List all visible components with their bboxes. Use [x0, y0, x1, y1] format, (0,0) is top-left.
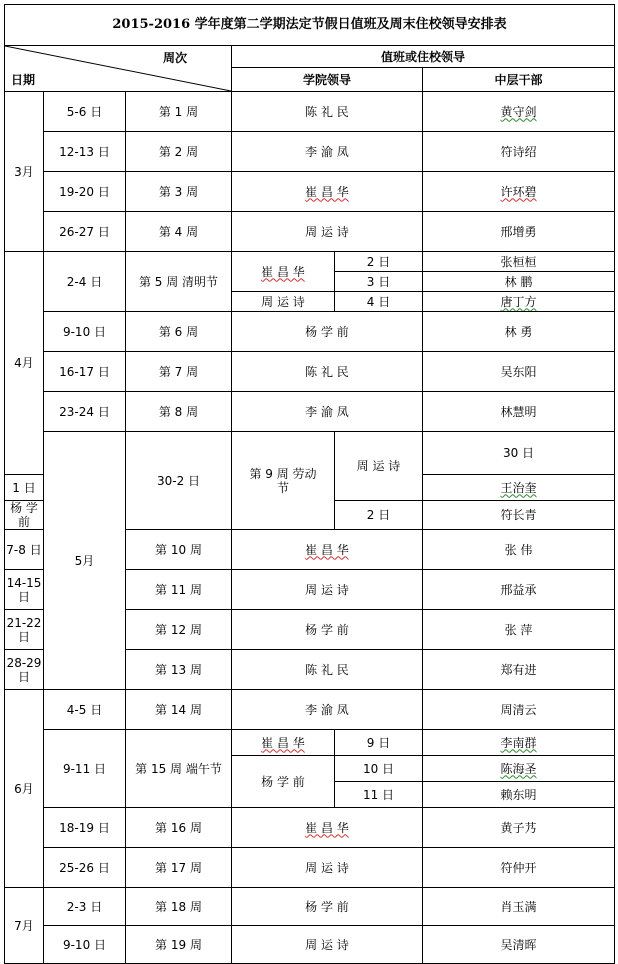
cadre-cell: 林 鹏 [423, 272, 615, 292]
week-cell: 第 10 周 [126, 530, 232, 570]
leader-cell: 杨 学 前 [232, 610, 423, 650]
month-cell: 3月 [5, 92, 44, 252]
table-row [5, 690, 615, 730]
table-row [5, 252, 615, 272]
table-row [5, 808, 615, 848]
table-row [5, 848, 615, 888]
day-cell: 9 日 [335, 730, 423, 756]
leader-cell: 李 渝 凤 [232, 132, 423, 172]
college-leader-header: 学院领导 [232, 68, 423, 92]
cadre-cell: 周清云 [423, 690, 615, 730]
leader-cell: 杨 学 前 [232, 312, 423, 352]
cadre-cell: 符仲开 [423, 848, 615, 888]
day-cell: 3 日 [335, 272, 423, 292]
cadre-cell: 黄子艿 [423, 808, 615, 848]
date-cell: 2-3 日 [44, 888, 126, 926]
date-header: 日期 [11, 73, 36, 87]
leader-cell [232, 172, 423, 212]
table-row [5, 132, 615, 172]
week-cell: 第 8 周 [126, 392, 232, 432]
cadre-name: 王治奎 [500, 480, 537, 495]
table-title: 2015-2016 学年度第二学期法定节假日值班及周末住校领导安排表 [5, 5, 615, 46]
table-row [5, 212, 615, 252]
leader-cell [232, 730, 335, 756]
date-cell: 12-13 日 [44, 132, 126, 172]
leader-cell: 杨 学 前 [232, 888, 423, 926]
date-cell: 7-8 日 [5, 530, 44, 570]
week-cell: 第 18 周 [126, 888, 232, 926]
date-cell: 9-10 日 [44, 926, 126, 964]
cadre-cell [423, 92, 615, 132]
corner-header-cell [5, 46, 232, 92]
week-cell: 第 2 周 [126, 132, 232, 172]
week-cell: 第 9 周 劳动节 [232, 432, 335, 530]
duty-schedule-table [4, 4, 615, 964]
week-cell: 第 1 周 [126, 92, 232, 132]
leader-name: 崔 昌 华 [261, 735, 305, 750]
leader-name: 崔 昌 华 [305, 184, 349, 199]
cadre-cell [423, 756, 615, 782]
cadre-name: 唐丁方 [500, 294, 537, 309]
cadre-cell: 吴东阳 [423, 352, 615, 392]
table-row [5, 730, 615, 756]
middle-cadre-header: 中层干部 [423, 68, 615, 92]
month-cell: 4月 [5, 252, 44, 475]
leader-cell [232, 808, 423, 848]
day-cell: 1 日 [5, 475, 44, 501]
date-cell: 25-26 日 [44, 848, 126, 888]
date-cell: 5-6 日 [44, 92, 126, 132]
month-cell: 6月 [5, 690, 44, 888]
leader-cell: 周 运 诗 [232, 212, 423, 252]
cadre-name: 许环碧 [500, 184, 537, 199]
schedule-page [4, 4, 614, 964]
leader-cell: 陈 礼 民 [232, 92, 423, 132]
date-cell: 19-20 日 [44, 172, 126, 212]
day-cell: 10 日 [335, 756, 423, 782]
date-cell: 28-29 日 [5, 650, 44, 690]
date-cell: 9-11 日 [44, 730, 126, 808]
cadre-cell: 张桓桓 [423, 252, 615, 272]
week-cell: 第 17 周 [126, 848, 232, 888]
date-cell: 2-4 日 [44, 252, 126, 312]
cadre-cell: 邢增勇 [423, 212, 615, 252]
date-cell: 21-22 日 [5, 610, 44, 650]
table-row [5, 352, 615, 392]
date-cell: 23-24 日 [44, 392, 126, 432]
date-cell: 9-10 日 [44, 312, 126, 352]
cadre-cell: 符诗绍 [423, 132, 615, 172]
cadre-cell [423, 172, 615, 212]
week-cell: 第 14 周 [126, 690, 232, 730]
date-cell: 18-19 日 [44, 808, 126, 848]
leader-name: 崔 昌 华 [305, 820, 349, 835]
table-row [5, 92, 615, 132]
leader-cell: 周 运 诗 [232, 570, 423, 610]
cadre-cell: 张 伟 [423, 530, 615, 570]
leader-name: 崔 昌 华 [305, 542, 349, 557]
table-row [5, 392, 615, 432]
date-cell: 26-27 日 [44, 212, 126, 252]
date-cell: 16-17 日 [44, 352, 126, 392]
cadre-name: 黄守剑 [500, 104, 537, 119]
table-row [5, 172, 615, 212]
leader-cell: 周 运 诗 [232, 292, 335, 312]
leader-cell: 陈 礼 民 [232, 650, 423, 690]
diagonal-line [5, 46, 231, 91]
leader-cell: 杨 学 前 [232, 756, 335, 808]
table-row [5, 926, 615, 964]
cadre-cell [423, 292, 615, 312]
cadre-cell: 林慧明 [423, 392, 615, 432]
week-cell: 第 5 周 清明节 [126, 252, 232, 312]
week-cell: 第 4 周 [126, 212, 232, 252]
table-row [5, 432, 615, 475]
leader-cell: 陈 礼 民 [232, 352, 423, 392]
cadre-cell: 林 勇 [423, 312, 615, 352]
week-cell: 第 12 周 [126, 610, 232, 650]
duty-header: 值班或住校领导 [232, 46, 615, 68]
day-cell: 30 日 [423, 432, 615, 475]
cadre-cell: 肖玉满 [423, 888, 615, 926]
week-cell: 第 13 周 [126, 650, 232, 690]
cadre-cell: 赖东明 [423, 782, 615, 808]
month-cell: 5月 [44, 432, 126, 690]
day-cell: 4 日 [335, 292, 423, 312]
date-cell: 14-15 日 [5, 570, 44, 610]
week-cell: 第 11 周 [126, 570, 232, 610]
cadre-cell [423, 730, 615, 756]
leader-cell: 李 渝 凤 [232, 690, 423, 730]
date-cell: 30-2 日 [126, 432, 232, 530]
cadre-cell: 符长青 [423, 501, 615, 530]
week-cell: 第 3 周 [126, 172, 232, 212]
cadre-cell: 邢益承 [423, 570, 615, 610]
day-cell: 11 日 [335, 782, 423, 808]
leader-cell: 周 运 诗 [232, 926, 423, 964]
cadre-cell: 郑有进 [423, 650, 615, 690]
table-row [5, 312, 615, 352]
day-cell: 2 日 [335, 252, 423, 272]
leader-cell [232, 530, 423, 570]
day-cell: 2 日 [335, 501, 423, 530]
month-cell: 7月 [5, 888, 44, 964]
cadre-cell: 张 萍 [423, 610, 615, 650]
leader-cell [232, 252, 335, 292]
week-cell: 第 7 周 [126, 352, 232, 392]
table-row [5, 888, 615, 926]
week-cell: 第 16 周 [126, 808, 232, 848]
leader-cell: 周 运 诗 [335, 432, 423, 501]
date-cell: 4-5 日 [44, 690, 126, 730]
cadre-cell: 吴清晖 [423, 926, 615, 964]
week-cell: 第 6 周 [126, 312, 232, 352]
cadre-cell [423, 475, 615, 501]
leader-cell: 周 运 诗 [232, 848, 423, 888]
week-cell: 第 15 周 端午节 [126, 730, 232, 808]
leader-cell: 杨 学 前 [5, 501, 44, 530]
leader-name: 崔 昌 华 [261, 264, 305, 279]
week-cell: 第 19 周 [126, 926, 232, 964]
week-header: 周次 [162, 51, 187, 65]
cadre-name: 李南群 [500, 735, 537, 750]
cadre-name: 陈海圣 [500, 761, 537, 776]
leader-cell: 李 渝 凤 [232, 392, 423, 432]
